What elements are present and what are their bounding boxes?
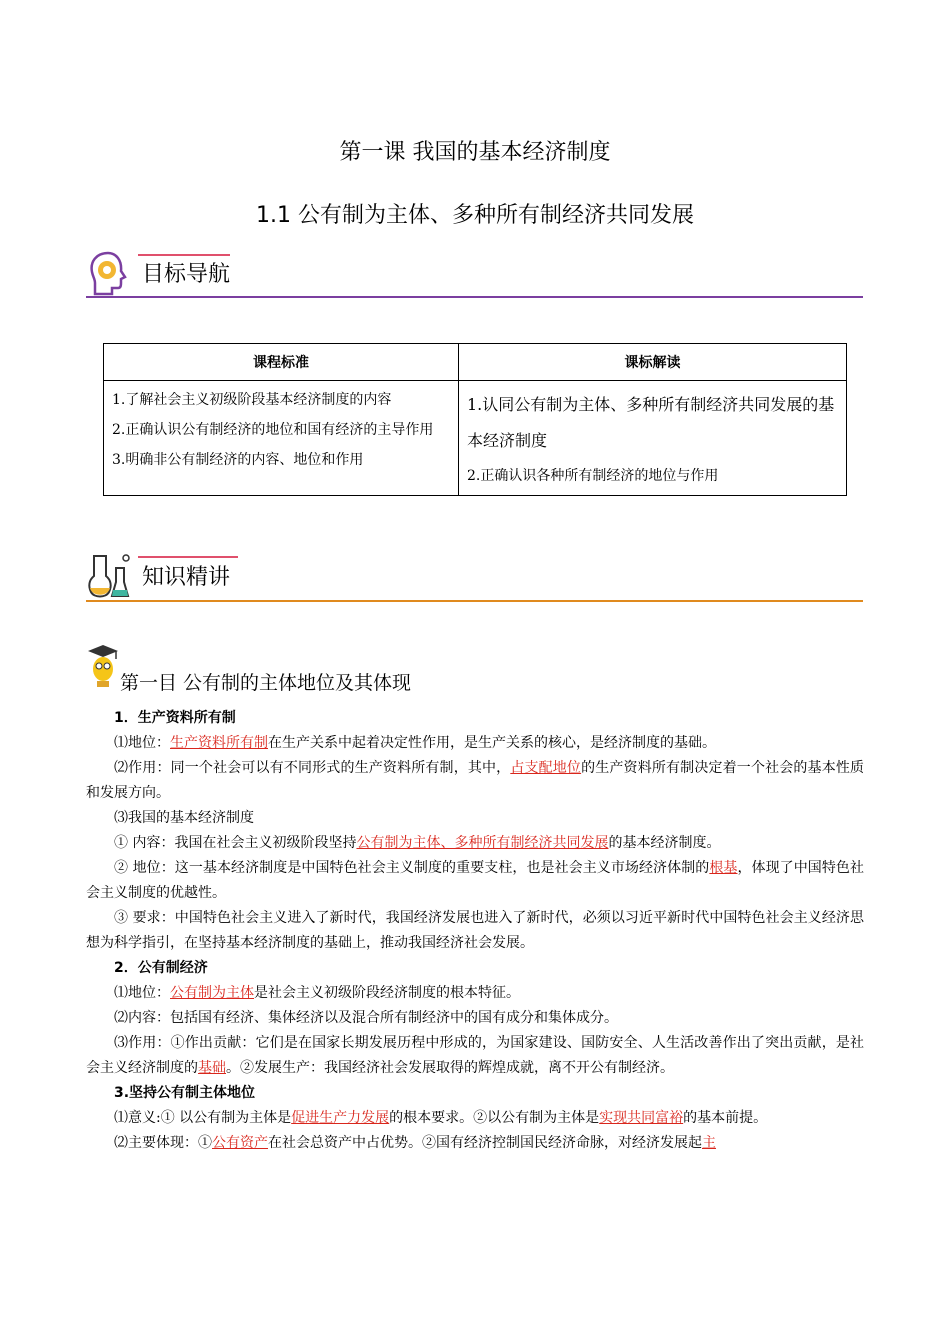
target-nav-header <box>86 250 863 300</box>
key-term: 生产资料所有制 <box>170 735 268 751</box>
heading: 1．生产资料所有制 <box>114 710 236 726</box>
heading: 3.坚持公有制主体地位 <box>114 1085 256 1101</box>
list-item: 2.正确认识各种所有制经济的地位与作用 <box>467 468 719 484</box>
paragraph: ⑶作用：①作出贡献：它们是在国家长期发展历程中形成的，为国家建设、国防安全、人生活改善作出了突出贡献，是社会主义经济制度的基础。②发展生产：我国经济社会发展取得的辉煌成就，离不开公有制经济。 <box>86 1035 864 1076</box>
list-item: 3.明确非公有制经济的内容、地位和作用 <box>112 452 364 468</box>
accent-line <box>138 556 238 558</box>
key-term: 根基 <box>709 860 738 876</box>
list-item: 1.认同公有制为主体、多种所有制经济共同发展的基本经济制度 <box>467 395 835 450</box>
knowledge-label: 知识精讲 <box>142 565 231 590</box>
key-term: 实现共同富裕 <box>599 1110 684 1126</box>
paragraph: ① 内容：我国在社会主义初级阶段坚持公有制为主体、多种所有制经济共同发展的基本经济制度。 <box>114 835 721 851</box>
list-item: 2.正确认识公有制经济的地位和国有经济的主导作用 <box>112 422 434 438</box>
list-item: 1.了解社会主义初级阶段基本经济制度的内容 <box>112 392 392 408</box>
paragraph: ⑴地位：公有制为主体是社会主义初级阶段经济制度的根本特征。 <box>114 985 520 1001</box>
brain-head-icon <box>86 250 130 296</box>
paragraph: ⑵作用：同一个社会可以有不同形式的生产资料所有制，其中，占支配地位的生产资料所有制决定着一个社会的基本性质和发展方向。 <box>86 760 865 801</box>
graduate-mascot-icon <box>86 643 120 691</box>
section-title: 1.1 公有制为主体、多种所有制经济共同发展 <box>256 203 694 228</box>
table-header-interpretation: 课标解读 <box>459 344 847 381</box>
subsection-title: 第一目 公有制的主体地位及其体现 <box>120 672 412 694</box>
heading: 2．公有制经济 <box>114 960 208 976</box>
standards-table <box>103 343 847 496</box>
key-term: 公有制为主体 <box>170 985 254 1001</box>
key-term: 公有资产 <box>212 1135 268 1151</box>
purple-divider <box>86 296 863 298</box>
target-nav-label: 目标导航 <box>142 262 231 287</box>
paragraph: ③ 要求：中国特色社会主义进入了新时代，我国经济发展也进入了新时代，必须以习近平新时代中国特色社会主义经济思想为科学指引，在坚持基本经济制度的基础上，推动我国经济社会发展。 <box>86 910 864 951</box>
key-term: 主 <box>702 1135 716 1151</box>
paragraph: ⑶我国的基本经济制度 <box>114 810 254 826</box>
paragraph: ⑴地位：生产资料所有制在生产关系中起着决定性作用，是生产关系的核心，是经济制度的基础。 <box>114 735 716 751</box>
paragraph: ⑴意义:① 以公有制为主体是促进生产力发展的根本要求。②以公有制为主体是实现共同富裕的基本前提。 <box>114 1110 768 1126</box>
key-term: 促进生产力发展 <box>291 1110 390 1126</box>
lesson-title: 第一课 我国的基本经济制度 <box>339 140 611 165</box>
paragraph: ⑵主要体现：①公有资产在社会总资产中占优势。②国有经济控制国民经济命脉，对经济发展起主 <box>114 1135 716 1151</box>
key-term: 占支配地位 <box>510 760 582 776</box>
paragraph: ② 地位：这一基本经济制度是中国特色社会主义制度的重要支柱，也是社会主义市场经济体制的根基，体现了中国特色社会主义制度的优越性。 <box>86 860 865 901</box>
orange-divider <box>86 600 863 602</box>
accent-line <box>138 254 230 256</box>
table-header-standard: 课程标准 <box>104 344 459 381</box>
content-body <box>86 706 864 1156</box>
key-term: 公有制为主体、多种所有制经济共同发展 <box>356 835 609 851</box>
paragraph: ⑵内容：包括国有经济、集体经济以及混合所有制经济中的国有成分和集体成分。 <box>114 1010 618 1026</box>
key-term: 基础 <box>198 1060 226 1076</box>
standards-cell <box>104 381 459 496</box>
lab-flask-icon <box>86 552 132 600</box>
interpretation-cell <box>459 381 847 496</box>
knowledge-header <box>86 552 863 604</box>
